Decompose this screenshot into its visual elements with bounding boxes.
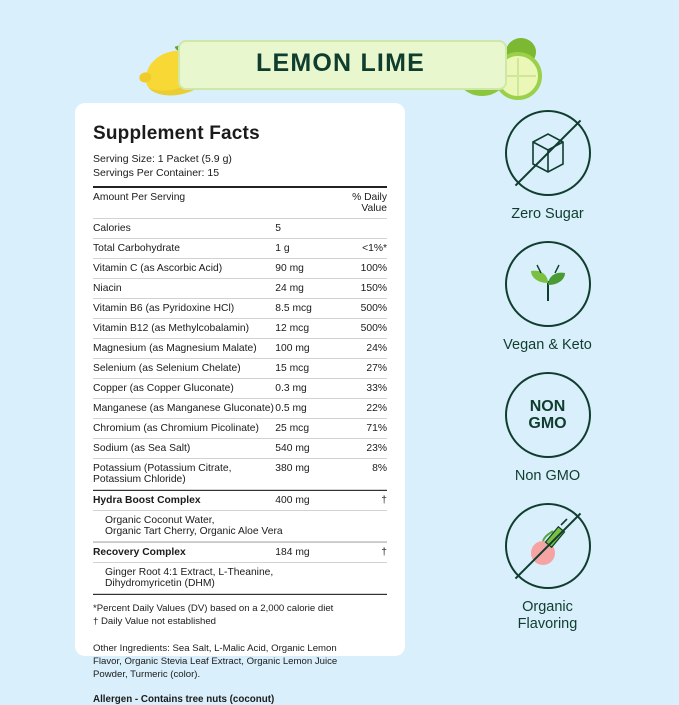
other-ingredients-line1: Sea Salt, L-Malic Acid, Organic Lemon xyxy=(172,643,337,654)
table-row: Magnesium (as Magnesium Malate) 100 mg 24% xyxy=(93,339,387,359)
servings-per-container: Servings Per Container: 15 xyxy=(93,167,220,179)
table-row: Selenium (as Selenium Chelate) 15 mcg 27% xyxy=(93,359,387,379)
table-row: Niacin 24 mg 150% xyxy=(93,279,387,299)
footnotes xyxy=(93,595,387,628)
table-row: Vitamin C (as Ascorbic Acid) 90 mg 100% xyxy=(93,259,387,279)
table-row: Calories 5 xyxy=(93,219,387,239)
badge-non-gmo xyxy=(440,372,655,485)
leaf-sprout-icon xyxy=(505,241,591,327)
blend-table-2 xyxy=(93,543,387,594)
serving-size: Serving Size: 1 Packet (5.9 g) xyxy=(93,153,232,165)
other-ingredients-label: Other Ingredients: xyxy=(93,643,170,654)
blend-ingredient-line2: Organic Tart Cherry, Organic Aloe Vera xyxy=(105,526,283,537)
blend-table-1 xyxy=(93,491,387,542)
badge-label-line1: Organic xyxy=(522,599,573,615)
facts-table xyxy=(93,188,387,490)
amount-per-serving-header: Amount Per Serving xyxy=(93,188,275,219)
badge-label-line2: Flavoring xyxy=(517,616,578,632)
blend-ingredient-line1: Ginger Root 4:1 Extract, L-Theanine, xyxy=(105,567,274,578)
table-row: Vitamin B12 (as Methylcobalamin) 12 mcg 500% xyxy=(93,319,387,339)
table-row: Total Carbohydrate 1 g <1%* xyxy=(93,239,387,259)
badge-organic-flavoring xyxy=(440,503,655,633)
blend-row: Hydra Boost Complex 400 mg † xyxy=(93,491,387,511)
non-gmo-line2: GMO xyxy=(528,415,567,432)
badge-label xyxy=(440,599,655,633)
table-row: Potassium (Potassium Citrate, Potassium Chloride) 380 mg 8% xyxy=(93,459,387,490)
table-header-row xyxy=(93,188,387,219)
other-ingredients-line3: Powder, Turmeric (color). xyxy=(93,669,201,680)
badge-vegan-keto xyxy=(440,241,655,354)
footnote-dagger: † Daily Value not established xyxy=(93,616,217,627)
footnote-dv: *Percent Daily Values (DV) based on a 2,000 calorie diet xyxy=(93,603,334,614)
badge-label: Non GMO xyxy=(514,468,581,484)
flavor-header xyxy=(0,18,679,88)
sugar-cube-crossed-icon xyxy=(505,110,591,196)
daily-value-header: % Daily Value xyxy=(343,188,387,219)
blend-row: Recovery Complex 184 mg † xyxy=(93,543,387,563)
other-ingredients-line2: Flavor, Organic Stevia Leaf Extract, Organic Lemon Juice xyxy=(93,656,338,667)
non-gmo-icon xyxy=(505,372,591,458)
peach-syringe-crossed-icon xyxy=(505,503,591,589)
table-row: Chromium (as Chromium Picolinate) 25 mcg 71% xyxy=(93,419,387,439)
blend-ingredients xyxy=(93,511,387,542)
sprout-shape xyxy=(507,243,589,325)
row-name-line1: Potassium (Potassium Citrate, xyxy=(93,463,232,474)
table-row: Manganese (as Manganese Gluconate) 0.5 mg 22% xyxy=(93,399,387,419)
badge-column xyxy=(440,110,655,651)
badge-label: Vegan & Keto xyxy=(503,337,592,353)
non-gmo-line1: NON xyxy=(529,398,566,415)
blend-ingredient-line1: Organic Coconut Water, xyxy=(105,515,215,526)
table-row: Copper (as Copper Gluconate) 0.3 mg 33% xyxy=(93,379,387,399)
panel-title: Supplement Facts xyxy=(93,123,260,144)
allergen-statement: Allergen - Contains tree nuts (coconut) xyxy=(93,694,275,705)
table-row: Sodium (as Sea Salt) 540 mg 23% xyxy=(93,439,387,459)
badge-label: Zero Sugar xyxy=(511,206,584,222)
flavor-title: LEMON LIME xyxy=(256,49,425,77)
non-gmo-text xyxy=(507,374,589,456)
table-row: Vitamin B6 (as Pyridoxine HCl) 8.5 mcg 500% xyxy=(93,299,387,319)
blend-ingredient-line2: Dihydromyricetin (DHM) xyxy=(105,578,215,589)
blend-ingredients xyxy=(93,563,387,594)
badge-zero-sugar xyxy=(440,110,655,223)
row-name-line2: Potassium Chloride) xyxy=(93,474,186,485)
other-ingredients xyxy=(93,628,387,681)
supplement-facts-panel xyxy=(75,103,405,705)
